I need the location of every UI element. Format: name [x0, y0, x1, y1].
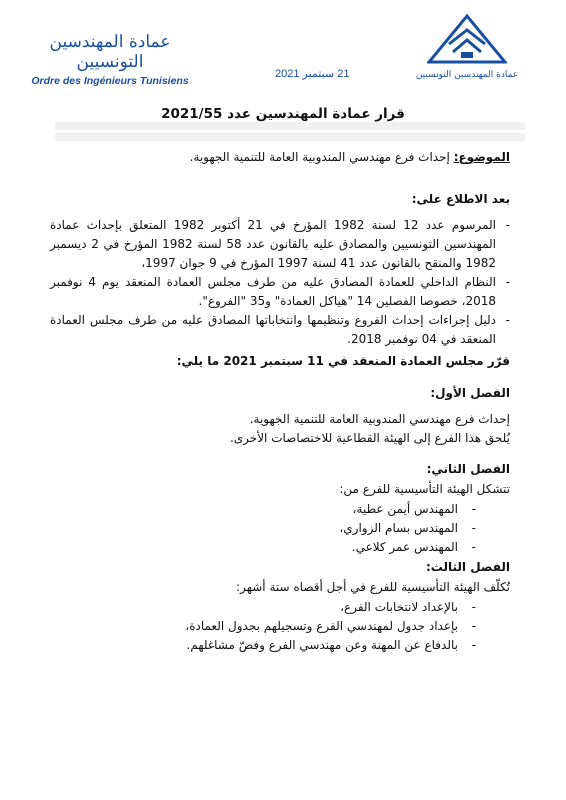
chapter1-line: يُلحق هذا الفرع إلى الهيئة القطاعية للاختصاصات الأخرى.	[229, 431, 510, 445]
org-emblem	[412, 14, 522, 80]
chapter1-heading: الفصل الأول:	[430, 386, 510, 400]
list-item: - بالإعداد لانتخابات الفرع،	[16, 598, 476, 617]
members-list	[16, 500, 510, 557]
list-item: - المهندس بسام الزواري،	[16, 519, 476, 538]
org-name-fr: Ordre des Ingénieurs Tunisiens	[31, 75, 189, 87]
emblem-caption: عمادة المهندسين التونسيين	[415, 70, 519, 80]
chapter1-body	[50, 410, 510, 448]
subject-text: إحداث فرع مهندسي المندوبية العامة للتنمية الجهوية.	[189, 150, 450, 164]
org-logo-text	[30, 32, 190, 87]
list-item: - المهندس أيمن عطية،	[16, 500, 476, 519]
bleed-through-line	[55, 122, 525, 130]
decision-title: قرار عمادة المهندسين عدد 2021/55	[161, 106, 405, 122]
chapter2-intro: تتشكل الهيئة التأسيسية للفرع من:	[339, 482, 510, 496]
list-item: - النظام الداخلي للعمادة المصادق عليه من طرف مجلس العمادة المنعقد يوم 4 نوفمبر 2018، خصوصا الفصلين 14 "هياكل العمادة" و35 "الفروع".	[50, 273, 510, 311]
tasks-list	[16, 598, 510, 655]
list-item: - بالدفاع عن المهنة وعن مهندسي الفرع وفضّ مشاغلهم.	[16, 636, 476, 655]
list-item: - المهندس عمر كلاعي.	[16, 538, 476, 557]
decision-heading: قرّر مجلس العمادة المنعقد في 11 سبتمبر 2021 ما يلي:	[176, 354, 510, 368]
chapter2-heading: الفصل الثاني:	[426, 462, 510, 476]
list-item: - المرسوم عدد 12 لسنة 1982 المؤرخ في 21 أكتوبر 1982 المتعلق بإحداث عمادة المهندسين التونسيين والمصادق عليه بالقانون عدد 58 لسنة 1982 المؤرخ في 2 ديسمبر 1982 والمنقح بالقانون عدد 41 لسنة 1997 المؤرخ في 9 جوان 1997،	[50, 216, 510, 273]
chapter3-intro: تُكلّف الهيئة التأسيسية للفرع في أجل أقصاه ستة أشهر:	[236, 580, 510, 594]
list-item: - دليل إجراءات إحداث الفروع وتنظيمها وانتخاباتها المصادق عليه من طرف مجلس العمادة المنعقد في 04 نوفمبر 2018.	[50, 311, 510, 349]
list-item: - بإعداد جدول لمهندسي الفرع وتسجيلهم بجدول العمادة،	[16, 617, 476, 636]
subject-label: الموضوع:	[453, 150, 510, 164]
chapter3-heading: الفصل الثالث:	[426, 560, 510, 574]
references-list	[50, 216, 510, 349]
org-name-ar: عمادة المهندسين التونسيين	[49, 32, 171, 72]
subject-line	[50, 148, 510, 167]
chapter1-line: إحداث فرع مهندسي المندوبية العامة للتنمية الجهوية.	[249, 412, 510, 426]
triangle-emblem-icon	[427, 14, 507, 64]
references-heading: بعد الاطلاع على:	[411, 192, 510, 206]
date-stamp: 21 سبتمبر 2021	[275, 68, 350, 80]
bleed-through-line	[55, 133, 525, 141]
